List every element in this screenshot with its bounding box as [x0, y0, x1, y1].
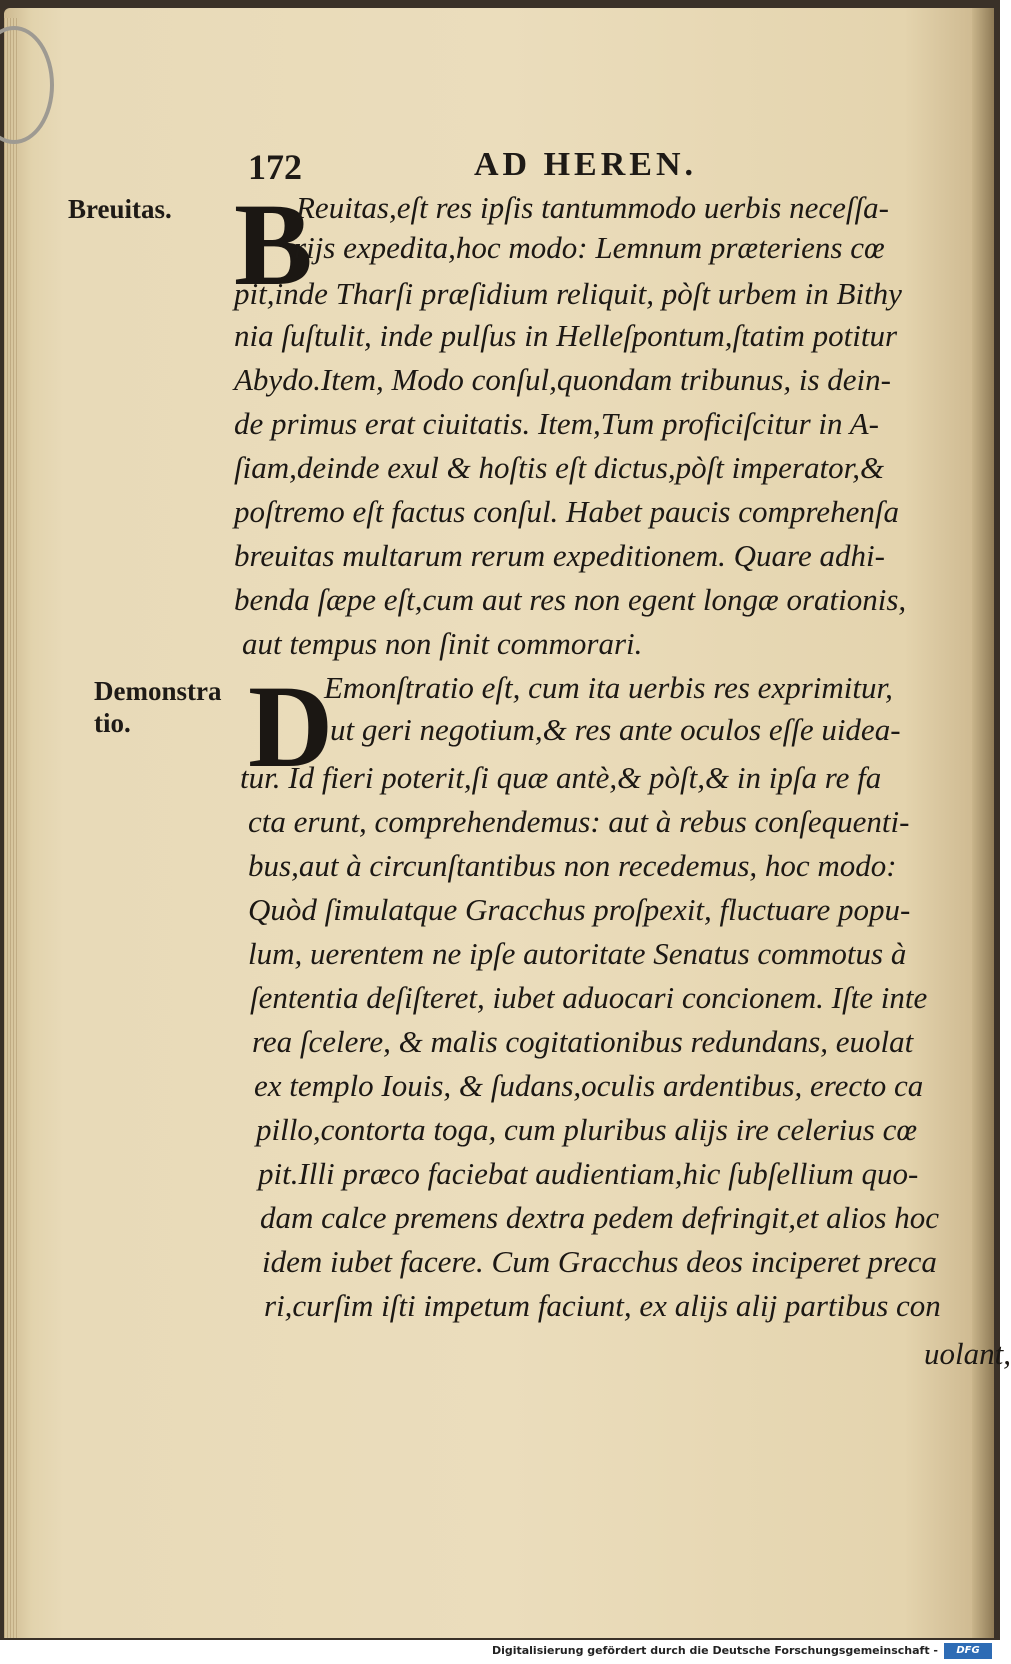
text-line: ſententia deſiſteret, iubet aduocari concionem. Iſte inte — [250, 980, 928, 1015]
text-line: uolant, — [924, 1336, 1011, 1371]
text-line: pit.Illi præco faciebat audientiam,hic ſubſellium quo- — [258, 1156, 919, 1191]
text-line: ri,curſim iſti impetum faciunt, ex alijs alij partibus con — [264, 1288, 941, 1323]
text-line: lum, uerentem ne ipſe autoritate Senatus commotus à — [248, 936, 907, 971]
text-line: dam calce premens dextra pedem defringit,et alios hoc — [260, 1200, 939, 1235]
text-line: bus,aut à circunſtantibus non recedemus, hoc modo: — [248, 848, 897, 883]
text-line: ut geri negotium,& res ante oculos eſſe uidea- — [330, 712, 901, 747]
margin-note-demonstra: Demonstra — [94, 676, 222, 706]
page-edge-left — [4, 18, 18, 1638]
text-line: pillo,contorta toga, cum pluribus alijs ire celerius cœ — [256, 1112, 918, 1147]
drop-cap-initial: B — [234, 179, 313, 310]
text-line: Emonſtratio eſt, cum ita uerbis res exprimitur, — [324, 670, 893, 705]
text-line: poſtremo eſt factus conſul. Habet paucis comprehenſa — [234, 494, 899, 529]
running-head — [248, 146, 768, 186]
paragraph-breuitas — [234, 179, 984, 666]
text-line: ex templo Iouis, & ſudans,oculis ardentibus, erecto ca — [254, 1068, 924, 1103]
text-line: tur. Id fieri poterit,ſi quæ antè,& pòſt,& in ipſa re fa — [240, 760, 882, 795]
text-line: benda ſæpe eſt,cum aut res non egent longæ orationis, — [234, 582, 907, 617]
text-line: breuitas multarum rerum expeditionem. Quare adhi- — [234, 538, 885, 573]
text-line: Reuitas,eſt res ipſis tantummodo uerbis neceſſa- — [296, 190, 889, 225]
text-line: de primus erat ciuitatis. Item,Tum proficiſcitur in A- — [234, 406, 879, 441]
text-line: ſiam,deinde exul & hoſtis eſt dictus,pòſt imperator,& — [234, 450, 885, 485]
text-line: Abydo.Item, Modo conſul,quondam tribunus, is dein- — [234, 362, 891, 397]
drop-cap-initial: D — [248, 661, 334, 792]
footer-credit: Digitalisierung gefördert durch die Deutsche Forschungsgemeinschaft - — [491, 1644, 938, 1657]
text-line: pit,inde Tharſi præſidium reliquit, pòſt urbem in Bithy — [234, 276, 902, 311]
margin-note-tio: tio. — [94, 708, 131, 738]
running-head-title: AD HEREN. — [474, 146, 698, 183]
text-line: aut tempus non ſinit commorari. — [242, 626, 643, 661]
footer-bar — [0, 1640, 1000, 1664]
text-line: nia ſuſtulit, inde pulſus in Helleſpontum,ſtatim potitur — [234, 318, 898, 353]
text-line: Quòd ſimulatque Gracchus proſpexit, fluctuare popu- — [248, 892, 911, 927]
book-page — [4, 8, 1011, 1638]
binding-loop — [0, 26, 54, 144]
text-line: rijs expedita,hoc modo: Lemnum præteriens cœ — [294, 230, 885, 265]
text-line: cta erunt, comprehendemus: aut à rebus conſequenti- — [248, 804, 910, 839]
paragraph-demonstratio — [234, 661, 1011, 1388]
text-line: idem iubet facere. Cum Gracchus deos inciperet preca — [262, 1244, 937, 1279]
margin-note-breuitas: Breuitas. — [68, 194, 172, 224]
dfg-logo: DFG — [944, 1643, 992, 1659]
page-number: 172 — [248, 147, 302, 187]
text-line: rea ſcelere, & malis cogitationibus redundans, euolat — [252, 1024, 914, 1059]
